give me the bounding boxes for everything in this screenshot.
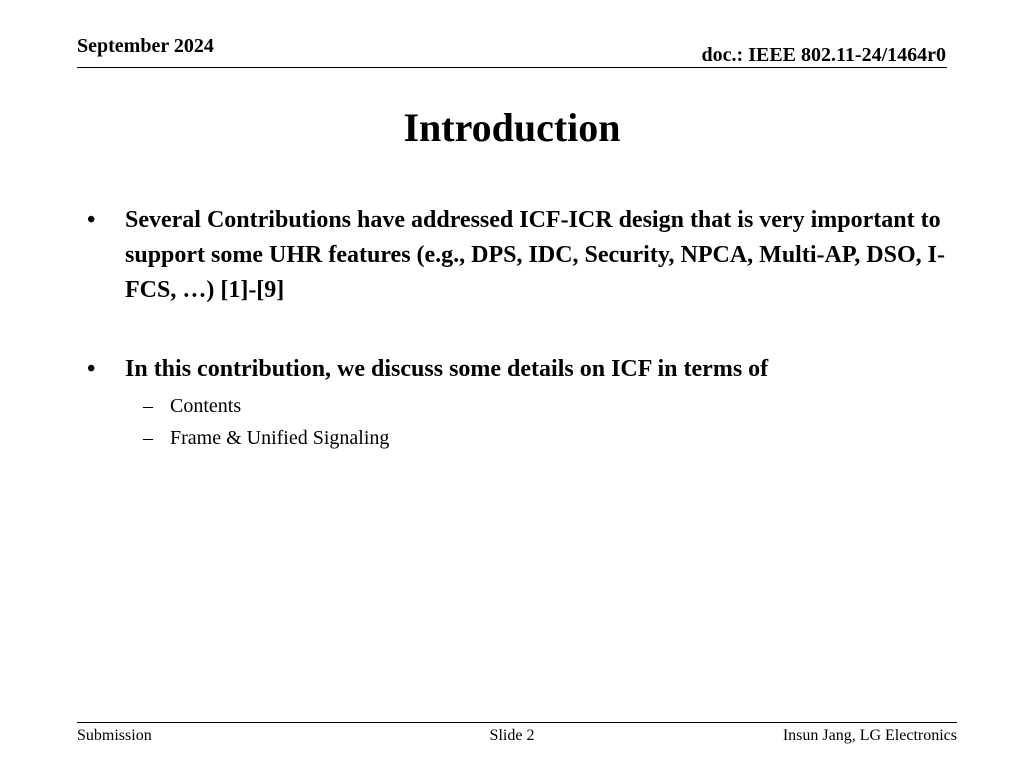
footer-slide-number: Slide 2: [489, 727, 535, 744]
bullet-text: Several Contributions have addressed ICF-ICR design that is very important to support some UHR features (e.g., DPS, IDC, Security, NPCA, Multi-AP, DSO, I-FCS, …) [1]-[9]: [125, 207, 945, 303]
bullet-list: [77, 203, 947, 454]
sub-bullet-list: [77, 390, 947, 454]
sub-bullet-item: [77, 422, 947, 454]
sub-bullet-item: [77, 390, 947, 422]
header-date: September 2024: [77, 35, 214, 57]
bullet-marker: •: [87, 356, 96, 382]
header-rule: [77, 67, 947, 68]
bullet-item: [77, 203, 947, 308]
slide-title: Introduction: [403, 105, 621, 150]
sub-bullet-marker: –: [143, 427, 153, 449]
footer-submission: Submission: [77, 727, 152, 744]
bullet-marker: •: [87, 207, 96, 233]
footer-author: Insun Jang, LG Electronics: [782, 727, 957, 744]
sub-bullet-text: Frame & Unified Signaling: [170, 427, 390, 449]
sub-bullet-marker: –: [143, 395, 153, 417]
bullet-text: In this contribution, we discuss some details on ICF in terms of: [125, 356, 769, 382]
sub-bullet-text: Contents: [170, 395, 242, 417]
header-doc-id: doc.: IEEE 802.11-24/1464r0: [701, 44, 946, 66]
bullet-item: [77, 352, 947, 387]
footer-rule: [77, 722, 957, 723]
